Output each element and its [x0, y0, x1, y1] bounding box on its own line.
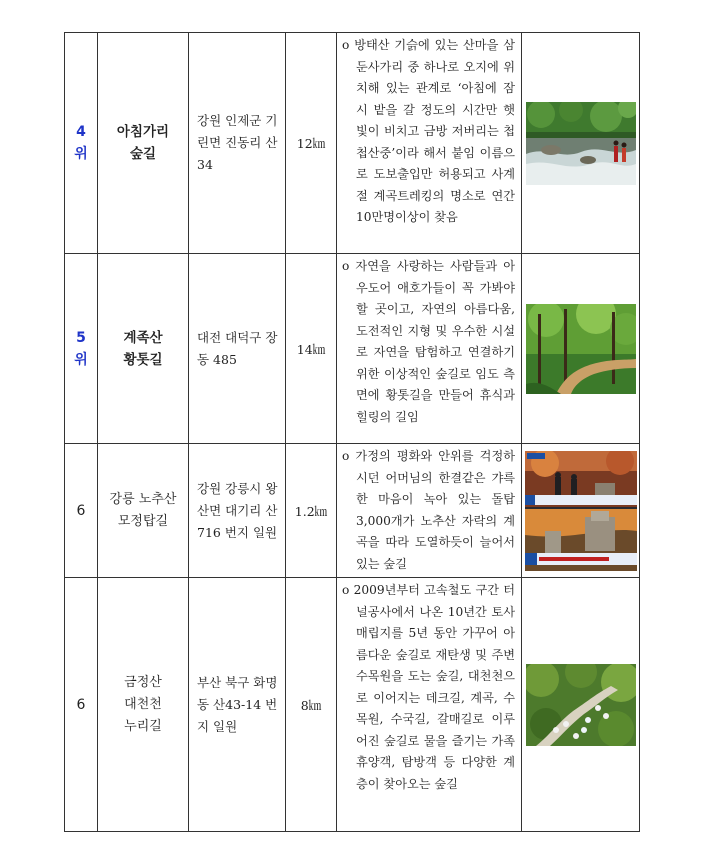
rank-cell: 5 위	[65, 254, 98, 444]
description-cell: o 방태산 기슭에 있는 산마을 삼둔사가리 중 하나로 오지에 위치해 있는 관계로 ‘아침에 잠시 밭을 갈 정도의 시간만 햇빛이 비치고 금방 저버리는 첩첩산중’이라 해서 붙임 이름으로 도보출입만 허용되고 사계절 계곡트레킹의 명소로 연간 10만명이상이 찾음	[337, 33, 522, 254]
location-cell: 강원 강릉시 왕산면 대기리 산716 번지 일원	[189, 444, 286, 578]
distance-cell: 8㎞	[286, 578, 337, 832]
location-cell: 부산 북구 화명동 산43-14 번지 일원	[189, 578, 286, 832]
location-cell: 강원 인제군 기린면 진동리 산 34	[189, 33, 286, 254]
location-cell: 대전 대덕구 장동 485	[189, 254, 286, 444]
trail-name-cell: 계족산 황톳길	[98, 254, 189, 444]
table-row	[65, 254, 640, 444]
red-clay-trail-photo	[526, 304, 636, 394]
stone-tower-news-photo	[525, 451, 637, 571]
photo-cell	[522, 578, 640, 832]
description-cell: o 가정의 평화와 안위를 걱정하시던 어머님의 한결같은 갸륵한 마음이 녹아 있는 돌탑 3,000개가 노추산 자락의 계곡을 따라 도열하듯이 늘어서 있는 숲길	[337, 444, 522, 578]
distance-cell: 12㎞	[286, 33, 337, 254]
trail-name-cell: 강릉 노추산 모정탑길	[98, 444, 189, 578]
rank-cell: 4 위	[65, 33, 98, 254]
distance-cell: 1.2㎞	[286, 444, 337, 578]
rank-cell: 6	[65, 444, 98, 578]
photo-cell	[522, 254, 640, 444]
table-row	[65, 33, 640, 254]
rank-cell: 6	[65, 578, 98, 832]
hydrangea-trail-aerial-photo	[526, 664, 636, 746]
trail-name-cell: 아침가리 숲길	[98, 33, 189, 254]
trail-name-cell: 금정산 대천천 누리길	[98, 578, 189, 832]
photo-cell	[522, 33, 640, 254]
valley-trekking-photo	[526, 102, 636, 185]
table-row	[65, 444, 640, 578]
description-cell: o 2009년부터 고속철도 구간 터널공사에서 나온 10년간 토사매립지를 5년 동안 가꾸어 아름다운 숲길로 재탄생 및 주변 수목원을 도는 숲길, 대천천으로 이어지는 데크길, 계곡, 수목원, 수국길, 갈매길로 이루어진 숲길로 물을 즐기는 가족 휴양객, 탐방객 등 다양한 계층이 찾아오는 숲길	[337, 578, 522, 832]
description-cell: o 자연을 사랑하는 사람들과 아우도어 애호가들이 꼭 가봐야 할 곳이고, 자연의 아름다움, 도전적인 지형 및 우수한 시설로 자연을 탐험하고 연결하기 위한 이상적인 숲길로 임도 측면에 황톳길을 만들어 휴식과 힐링의 길임	[337, 254, 522, 444]
photo-cell	[522, 444, 640, 578]
table-row	[65, 578, 640, 832]
distance-cell: 14㎞	[286, 254, 337, 444]
trail-table	[64, 32, 640, 832]
